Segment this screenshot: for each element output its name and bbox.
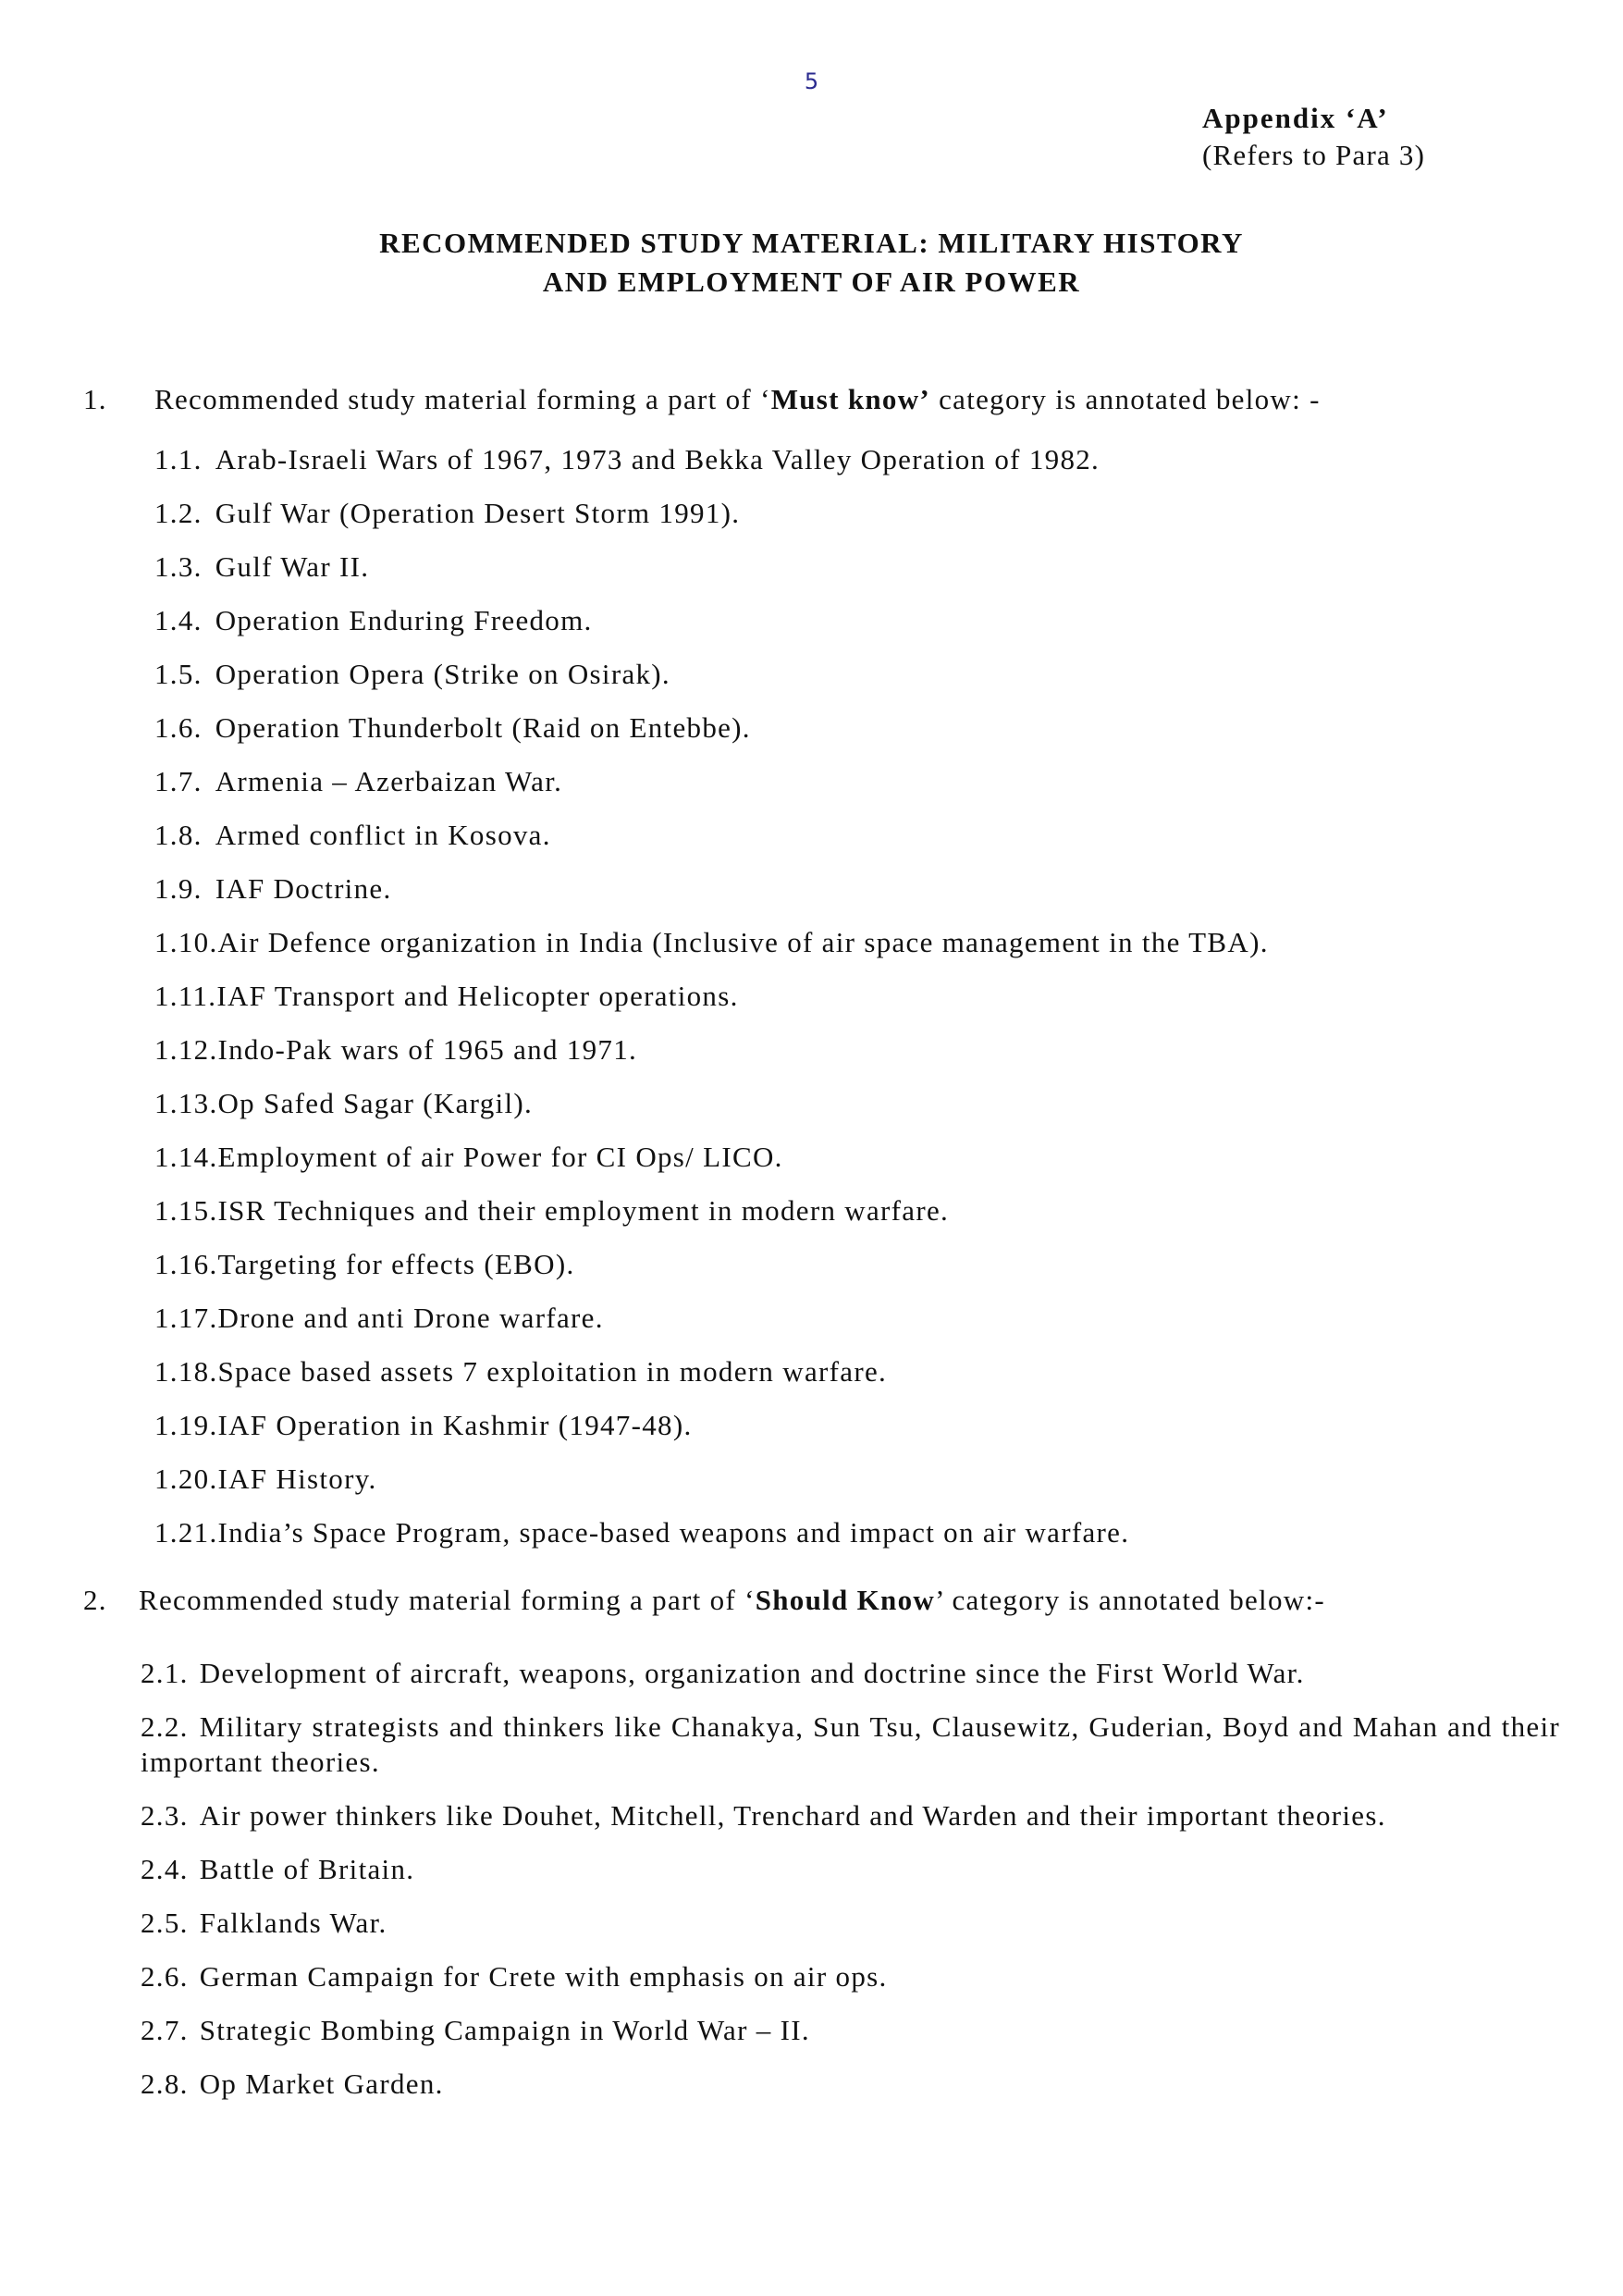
page-number: 5 (804, 68, 819, 94)
list-item (154, 495, 1569, 549)
item-text: Air power thinkers like Douhet, Mitchell, Trenchard and Warden and their important theories. (199, 1799, 1386, 1832)
item-text: Development of aircraft, weapons, organization and doctrine since the First World War. (199, 1657, 1305, 1689)
list-item (154, 1085, 1569, 1139)
item-number: 1.7. (154, 765, 203, 797)
list-item (141, 1852, 1560, 1887)
list-item (154, 924, 1569, 978)
item-number: 1.13. (154, 1087, 218, 1119)
item-number: 1.5. (154, 658, 203, 690)
list-item (154, 870, 1569, 924)
list-item (154, 441, 1569, 495)
item-number: 1.2. (154, 497, 203, 529)
item-text: Falklands War. (199, 1907, 387, 1939)
item-text: Employment of air Power for CI Ops/ LICO. (217, 1141, 783, 1173)
item-text: IAF Transport and Helicopter operations. (216, 980, 739, 1012)
item-number: 1.6. (154, 711, 203, 744)
item-text: Armed conflict in Kosova. (215, 819, 551, 851)
item-number: 1.12. (154, 1033, 218, 1066)
section-1-number: 1. (83, 383, 107, 415)
item-number: 2.1. (141, 1657, 189, 1689)
section-2-intro-tail: ’ category is annotated below:- (935, 1584, 1325, 1616)
document-heading (0, 224, 1623, 302)
list-item (154, 978, 1569, 1031)
item-number: 2.5. (141, 1907, 189, 1939)
item-text: Air Defence organization in India (Inclusive of air space management in the TBA). (217, 926, 1269, 958)
item-text: Operation Enduring Freedom. (215, 604, 593, 636)
list-item (154, 1461, 1569, 1514)
item-number: 2.6. (141, 1960, 189, 1993)
item-number: 1.19. (154, 1409, 218, 1441)
item-number: 1.15. (154, 1194, 218, 1227)
list-item (141, 1798, 1560, 1833)
item-text: Battle of Britain. (199, 1853, 415, 1885)
item-number: 1.18. (154, 1355, 218, 1388)
list-item (154, 549, 1569, 602)
list-item (154, 1246, 1569, 1300)
item-text: German Campaign for Crete with emphasis on air ops. (199, 1960, 888, 1993)
list-item (141, 2067, 1560, 2102)
list-item (141, 2013, 1560, 2048)
section-2-number: 2. (83, 1584, 107, 1616)
item-number: 1.8. (154, 819, 203, 851)
item-number: 1.21. (154, 1516, 218, 1549)
heading-line-1: RECOMMENDED STUDY MATERIAL: MILITARY HISTORY (379, 227, 1244, 259)
appendix-reference: (Refers to Para 3) (1202, 139, 1426, 171)
list-item (141, 1656, 1560, 1691)
item-text: Op Safed Sagar (Kargil). (217, 1087, 534, 1119)
section-1-intro-tail: category is annotated below: - (930, 383, 1321, 415)
item-number: 1.20. (154, 1463, 218, 1495)
list-item (154, 817, 1569, 870)
item-number: 1.10. (154, 926, 218, 958)
list-item (141, 1710, 1560, 1780)
item-number: 1.9. (154, 872, 203, 905)
list-item (141, 1959, 1560, 1994)
list-item (154, 1514, 1569, 1568)
list-item (154, 710, 1569, 763)
section-2-category: Should Know (755, 1584, 936, 1616)
item-text: Armenia – Azerbaizan War. (215, 765, 563, 797)
item-number: 1.4. (154, 604, 203, 636)
list-item (154, 656, 1569, 710)
list-item (154, 602, 1569, 656)
section-2-intro-text: Recommended study material forming a part of ‘ (139, 1584, 756, 1616)
item-number: 2.8. (141, 2068, 189, 2100)
item-text: Drone and anti Drone warfare. (217, 1302, 604, 1334)
item-number: 1.1. (154, 443, 203, 475)
item-text: Indo-Pak wars of 1965 and 1971. (217, 1033, 638, 1066)
item-number: 1.3. (154, 550, 203, 583)
must-know-list (154, 441, 1569, 1568)
list-item (154, 1139, 1569, 1192)
section-1-intro-text: Recommended study material forming a part of ‘ (154, 383, 771, 415)
list-item (154, 1407, 1569, 1461)
item-text: Space based assets 7 exploitation in modern warfare. (217, 1355, 888, 1388)
should-know-list (141, 1656, 1560, 2120)
appendix-title: Appendix ‘A’ (1202, 102, 1389, 134)
item-text: IAF Operation in Kashmir (1947-48). (217, 1409, 693, 1441)
item-text: Arab-Israeli Wars of 1967, 1973 and Bekka Valley Operation of 1982. (215, 443, 1100, 475)
item-text: Gulf War (Operation Desert Storm 1991). (215, 497, 741, 529)
list-item (154, 763, 1569, 817)
item-number: 1.11. (154, 980, 217, 1012)
item-text: ISR Techniques and their employment in modern warfare. (217, 1194, 950, 1227)
item-number: 2.2. (141, 1710, 189, 1743)
item-text: Targeting for effects (EBO). (217, 1248, 575, 1280)
item-text: Operation Thunderbolt (Raid on Entebbe). (215, 711, 751, 744)
list-item (154, 1192, 1569, 1246)
list-item (154, 1353, 1569, 1407)
list-item (154, 1300, 1569, 1353)
item-number: 1.16. (154, 1248, 218, 1280)
item-number: 1.17. (154, 1302, 218, 1334)
item-text: India’s Space Program, space-based weapons and impact on air warfare. (217, 1516, 1130, 1549)
item-text: Operation Opera (Strike on Osirak). (215, 658, 670, 690)
list-item (141, 1906, 1560, 1941)
item-text: Gulf War II. (215, 550, 370, 583)
item-number: 2.3. (141, 1799, 189, 1832)
item-number: 1.14. (154, 1141, 218, 1173)
section-2-intro (83, 1584, 1563, 1617)
section-1-category: Must know’ (770, 383, 931, 415)
item-number: 2.4. (141, 1853, 189, 1885)
section-1-intro (83, 383, 1563, 416)
appendix-block (1202, 100, 1425, 174)
item-text: IAF History. (217, 1463, 377, 1495)
list-item (154, 1031, 1569, 1085)
item-text: Military strategists and thinkers like Chanakya, Sun Tsu, Clausewitz, Guderian, Boyd and Mahan and their important theories. (141, 1710, 1560, 1778)
item-text: IAF Doctrine. (215, 872, 392, 905)
item-text: Strategic Bombing Campaign in World War – II. (199, 2014, 810, 2046)
heading-line-2: AND EMPLOYMENT OF AIR POWER (542, 265, 1081, 298)
item-number: 2.7. (141, 2014, 189, 2046)
item-text: Op Market Garden. (199, 2068, 444, 2100)
